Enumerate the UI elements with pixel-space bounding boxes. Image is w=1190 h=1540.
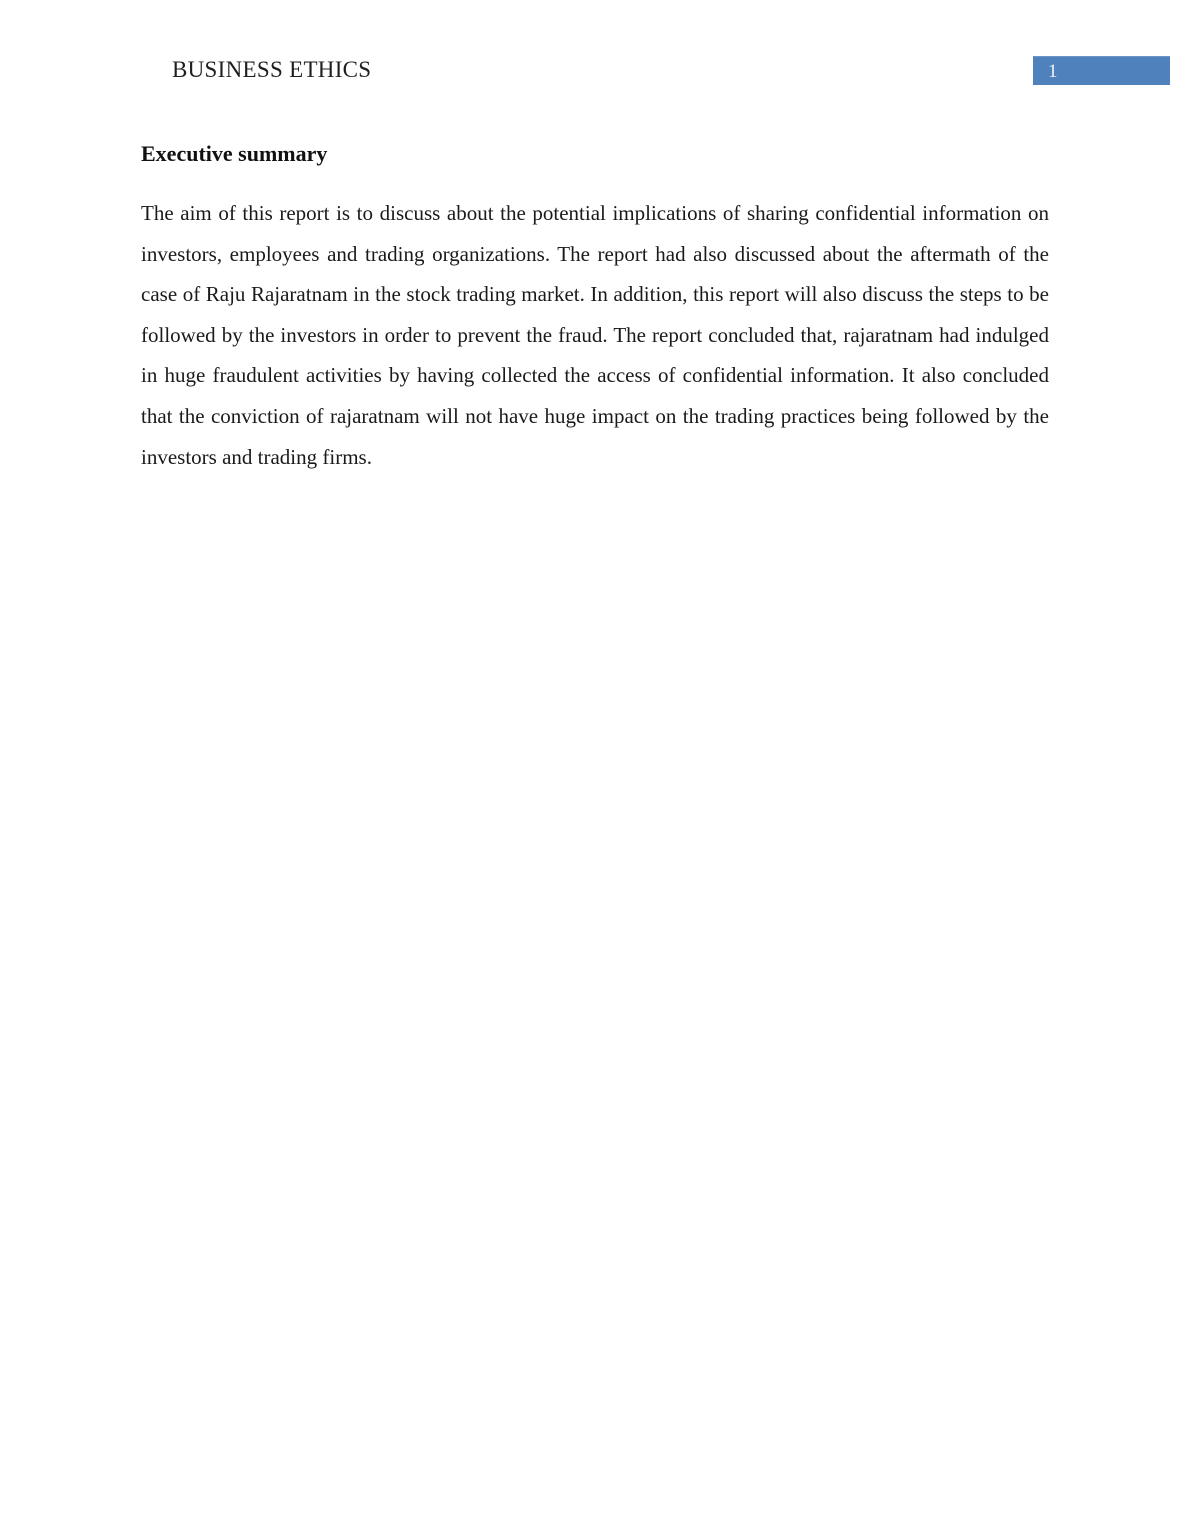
section-heading: Executive summary bbox=[141, 141, 328, 166]
page-number-badge bbox=[1033, 56, 1170, 85]
running-head-title: BUSINESS ETHICS bbox=[172, 57, 372, 82]
document-body bbox=[141, 140, 1049, 477]
page-number: 1 bbox=[1048, 60, 1058, 82]
body-paragraph: The aim of this report is to discuss about the potential implications of sharing confidential information on investors, employees and trading organizations. The report had also discussed about the aftermath of the case of Raju Rajaratnam in the stock trading market. In addition, this report will also discuss the steps to be followed by the investors in order to prevent the fraud. The report concluded that, rajaratnam had indulged in huge fraudulent activities by having collected the access of confidential information. It also concluded that the conviction of rajaratnam will not have huge impact on the trading practices being followed by the investors and trading firms. bbox=[141, 201, 1049, 469]
